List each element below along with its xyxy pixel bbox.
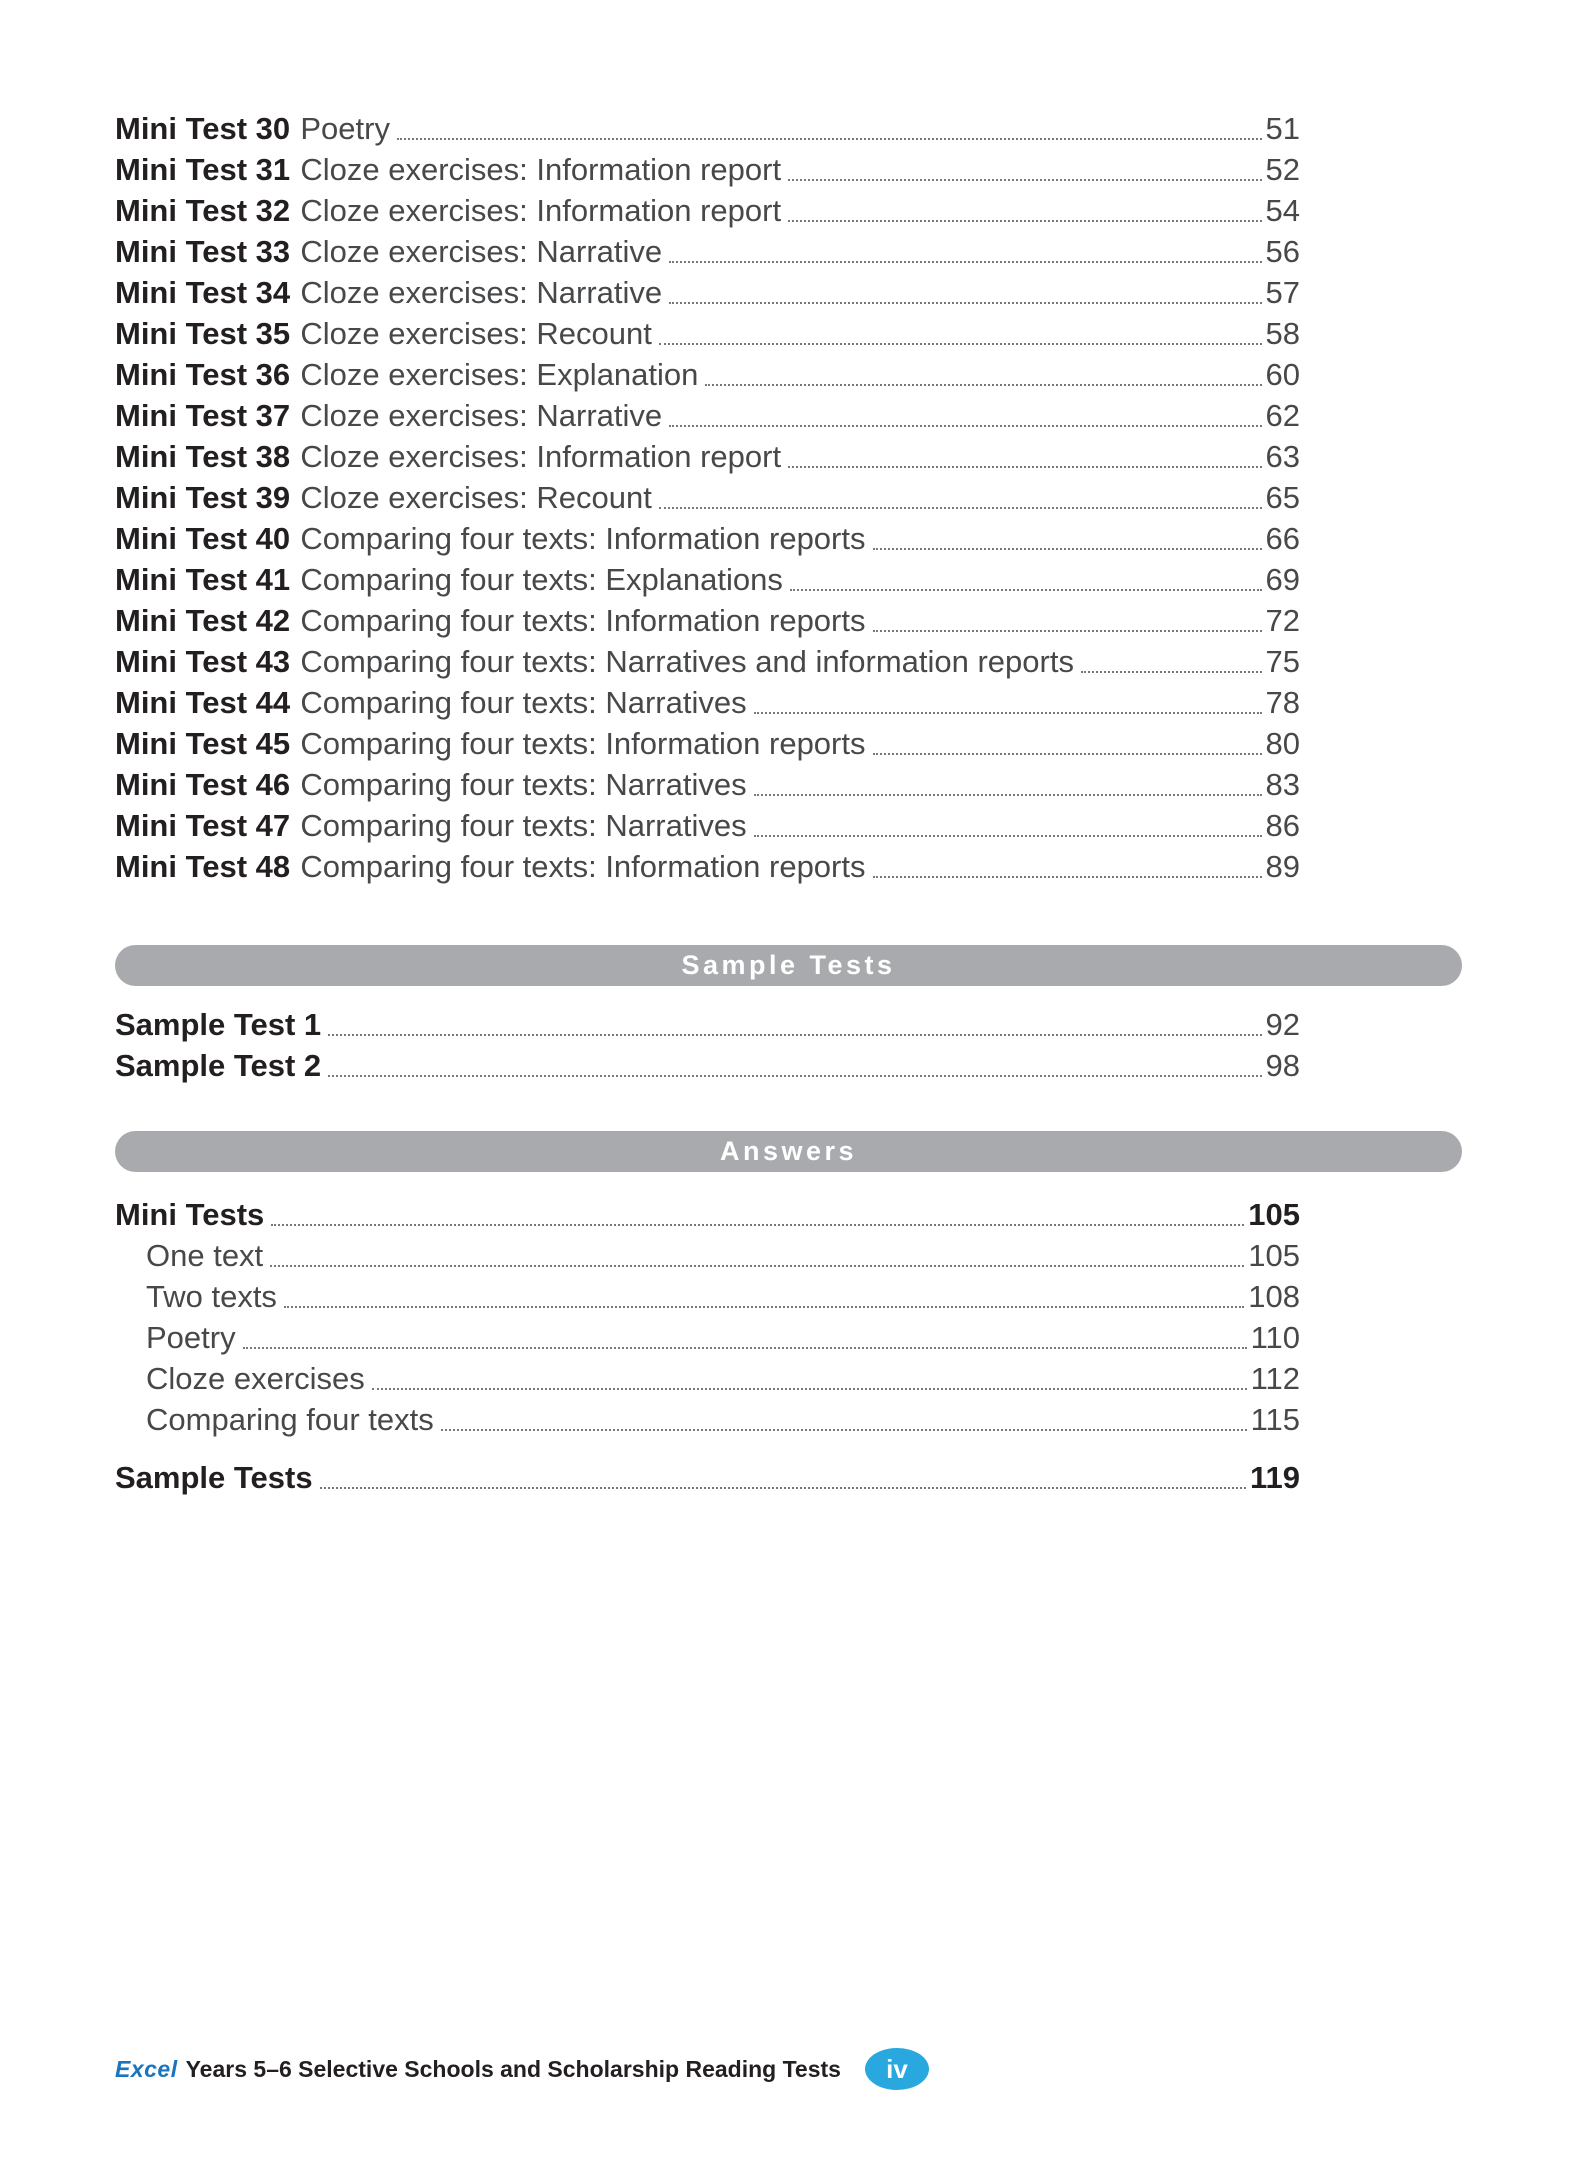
toc-entry-title: Comparing four texts: Explanations [300, 562, 783, 597]
toc-entry-title: Comparing four texts: Narratives and information reports [300, 644, 1074, 679]
toc-entry-page: 56 [1265, 234, 1300, 269]
toc-entry-row [115, 434, 1462, 475]
mini-tests-list [115, 106, 1462, 885]
toc-entry-label: Mini Test 39 [115, 480, 291, 515]
answers-entry-label: Sample Tests [115, 1460, 313, 1495]
toc-entry-title: Poetry [300, 111, 390, 146]
toc-entry-page: 86 [1265, 808, 1300, 843]
answers-row-one-text [115, 1233, 1462, 1274]
dot-leader [243, 1347, 1247, 1349]
toc-entry-row [115, 229, 1462, 270]
toc-entry-row [115, 188, 1462, 229]
toc-entry-page: 80 [1265, 726, 1300, 761]
dot-leader [754, 835, 1262, 837]
toc-entry-title: Comparing four texts: Information reports [300, 726, 866, 761]
toc-entry-label: Mini Test 33 [115, 234, 291, 269]
dot-leader [320, 1487, 1246, 1489]
toc-entry-row [115, 1043, 1462, 1084]
answers-row-mini-tests [115, 1192, 1462, 1233]
answers-list [115, 1192, 1462, 1496]
answers-entry-page: 105 [1248, 1238, 1300, 1273]
dot-leader [441, 1429, 1247, 1431]
toc-entry-title: Cloze exercises: Information report [300, 193, 782, 228]
section-header-answers [115, 1131, 1462, 1172]
dot-leader [669, 302, 1261, 304]
toc-entry-page: 63 [1265, 439, 1300, 474]
toc-entry-row [115, 393, 1462, 434]
toc-entry-page: 98 [1265, 1048, 1300, 1083]
answers-entry-label: One text [146, 1238, 264, 1273]
toc-entry-title: Cloze exercises: Recount [300, 480, 652, 515]
toc-entry-label: Sample Test 2 [115, 1048, 322, 1083]
toc-entry-page: 52 [1265, 152, 1300, 187]
toc-entry-row [115, 557, 1462, 598]
toc-entry-label: Mini Test 31 [115, 152, 291, 187]
dot-leader [873, 630, 1262, 632]
toc-entry-row [115, 311, 1462, 352]
toc-entry-page: 83 [1265, 767, 1300, 802]
dot-leader [669, 425, 1261, 427]
toc-entry-page: 57 [1265, 275, 1300, 310]
dot-leader [372, 1388, 1247, 1390]
toc-entry-title: Cloze exercises: Recount [300, 316, 652, 351]
toc-entry-row [115, 516, 1462, 557]
toc-entry-page: 75 [1265, 644, 1300, 679]
answers-entry-page: 112 [1250, 1361, 1300, 1396]
dot-leader [284, 1306, 1244, 1308]
toc-entry-label: Mini Test 46 [115, 767, 291, 802]
dot-leader [271, 1224, 1244, 1226]
dot-leader [788, 220, 1261, 222]
toc-entry-row [115, 844, 1462, 885]
answers-entry-label: Cloze exercises [146, 1361, 365, 1396]
toc-entry-page: 66 [1265, 521, 1300, 556]
dot-leader [659, 343, 1262, 345]
toc-entry-title: Cloze exercises: Information report [300, 152, 782, 187]
toc-entry-label: Mini Test 32 [115, 193, 291, 228]
book-title: Years 5–6 Selective Schools and Scholarship Reading Tests [185, 2055, 841, 2082]
toc-entry-label: Mini Test 48 [115, 849, 291, 884]
toc-entry-row [115, 598, 1462, 639]
toc-entry-page: 89 [1265, 849, 1300, 884]
toc-entry-row [115, 721, 1462, 762]
sample-tests-list [115, 1002, 1462, 1084]
toc-entry-page: 54 [1265, 193, 1300, 228]
dot-leader [705, 384, 1261, 386]
toc-entry-label: Mini Test 35 [115, 316, 291, 351]
answers-row-cloze-exercises [115, 1356, 1462, 1397]
section-header-label: Sample Tests [681, 950, 896, 980]
toc-entry-row [115, 147, 1462, 188]
dot-leader [328, 1034, 1261, 1036]
dot-leader [1081, 671, 1262, 673]
toc-entry-label: Mini Test 37 [115, 398, 291, 433]
answers-entry-page: 119 [1249, 1460, 1300, 1495]
toc-entry-label: Mini Test 38 [115, 439, 291, 474]
page-number-badge: iv [865, 2048, 929, 2090]
toc-entry-row [115, 762, 1462, 803]
toc-entry-label: Mini Test 41 [115, 562, 291, 597]
toc-entry-page: 65 [1265, 480, 1300, 515]
toc-entry-title: Cloze exercises: Narrative [300, 398, 663, 433]
toc-entry-label: Mini Test 45 [115, 726, 291, 761]
section-header-sample-tests [115, 945, 1462, 986]
brand-logo: Excel [115, 2055, 178, 2082]
dot-leader [270, 1265, 1244, 1267]
toc-entry-title: Comparing four texts: Narratives [300, 685, 747, 720]
answers-entry-page: 108 [1248, 1279, 1300, 1314]
answers-entry-label: Comparing four texts [146, 1402, 434, 1437]
toc-entry-label: Mini Test 30 [115, 111, 291, 146]
toc-entry-title: Comparing four texts: Information reports [300, 603, 866, 638]
toc-entry-label: Mini Test 34 [115, 275, 291, 310]
toc-entry-label: Mini Test 47 [115, 808, 291, 843]
toc-entry-title: Comparing four texts: Narratives [300, 767, 747, 802]
toc-entry-label: Mini Test 36 [115, 357, 291, 392]
dot-leader [788, 466, 1261, 468]
toc-entry-title: Cloze exercises: Information report [300, 439, 782, 474]
answers-entry-label: Mini Tests [115, 1197, 265, 1232]
toc-entry-page: 69 [1265, 562, 1300, 597]
toc-entry-title: Comparing four texts: Narratives [300, 808, 747, 843]
answers-entry-page: 115 [1250, 1402, 1300, 1437]
dot-leader [873, 876, 1262, 878]
toc-entry-row [115, 803, 1462, 844]
toc-entry-row [115, 106, 1462, 147]
dot-leader [659, 507, 1262, 509]
dot-leader [873, 548, 1262, 550]
toc-entry-page: 78 [1265, 685, 1300, 720]
answers-row-two-texts [115, 1274, 1462, 1315]
dot-leader [754, 712, 1262, 714]
dot-leader [754, 794, 1262, 796]
dot-leader [669, 261, 1261, 263]
toc-entry-title: Cloze exercises: Narrative [300, 234, 663, 269]
toc-entry-row [115, 352, 1462, 393]
toc-entry-title: Comparing four texts: Information reports [300, 849, 866, 884]
dot-leader [397, 138, 1262, 140]
toc-entry-page: 72 [1265, 603, 1300, 638]
toc-entry-page: 58 [1265, 316, 1300, 351]
toc-entry-page: 62 [1265, 398, 1300, 433]
toc-entry-title: Cloze exercises: Explanation [300, 357, 699, 392]
toc-entry-row [115, 270, 1462, 311]
answers-row-poetry [115, 1315, 1462, 1356]
section-header-label: Answers [719, 1136, 858, 1166]
dot-leader [790, 589, 1262, 591]
toc-entry-row [115, 475, 1462, 516]
answers-entry-label: Poetry [146, 1320, 236, 1355]
toc-entry-row [115, 1002, 1462, 1043]
toc-entry-label: Sample Test 1 [115, 1007, 322, 1042]
answers-row-comparing-four-texts [115, 1397, 1462, 1438]
dot-leader [873, 753, 1262, 755]
toc-entry-page: 60 [1265, 357, 1300, 392]
dot-leader [788, 179, 1261, 181]
toc-entry-title: Comparing four texts: Information reports [300, 521, 866, 556]
toc-entry-page: 92 [1265, 1007, 1300, 1042]
answers-entry-label: Two texts [146, 1279, 277, 1314]
toc-entry-label: Mini Test 42 [115, 603, 291, 638]
toc-entry-label: Mini Test 44 [115, 685, 291, 720]
answers-entry-page: 110 [1250, 1320, 1300, 1355]
toc-entry-label: Mini Test 43 [115, 644, 291, 679]
dot-leader [328, 1075, 1261, 1077]
toc-entry-row [115, 680, 1462, 721]
toc-entry-title: Cloze exercises: Narrative [300, 275, 663, 310]
answers-entry-page: 105 [1248, 1197, 1300, 1232]
toc-entry-row [115, 639, 1462, 680]
toc-entry-page: 51 [1265, 111, 1300, 146]
answers-row-sample-tests [115, 1455, 1462, 1496]
page-footer [115, 2048, 929, 2090]
toc-entry-label: Mini Test 40 [115, 521, 291, 556]
